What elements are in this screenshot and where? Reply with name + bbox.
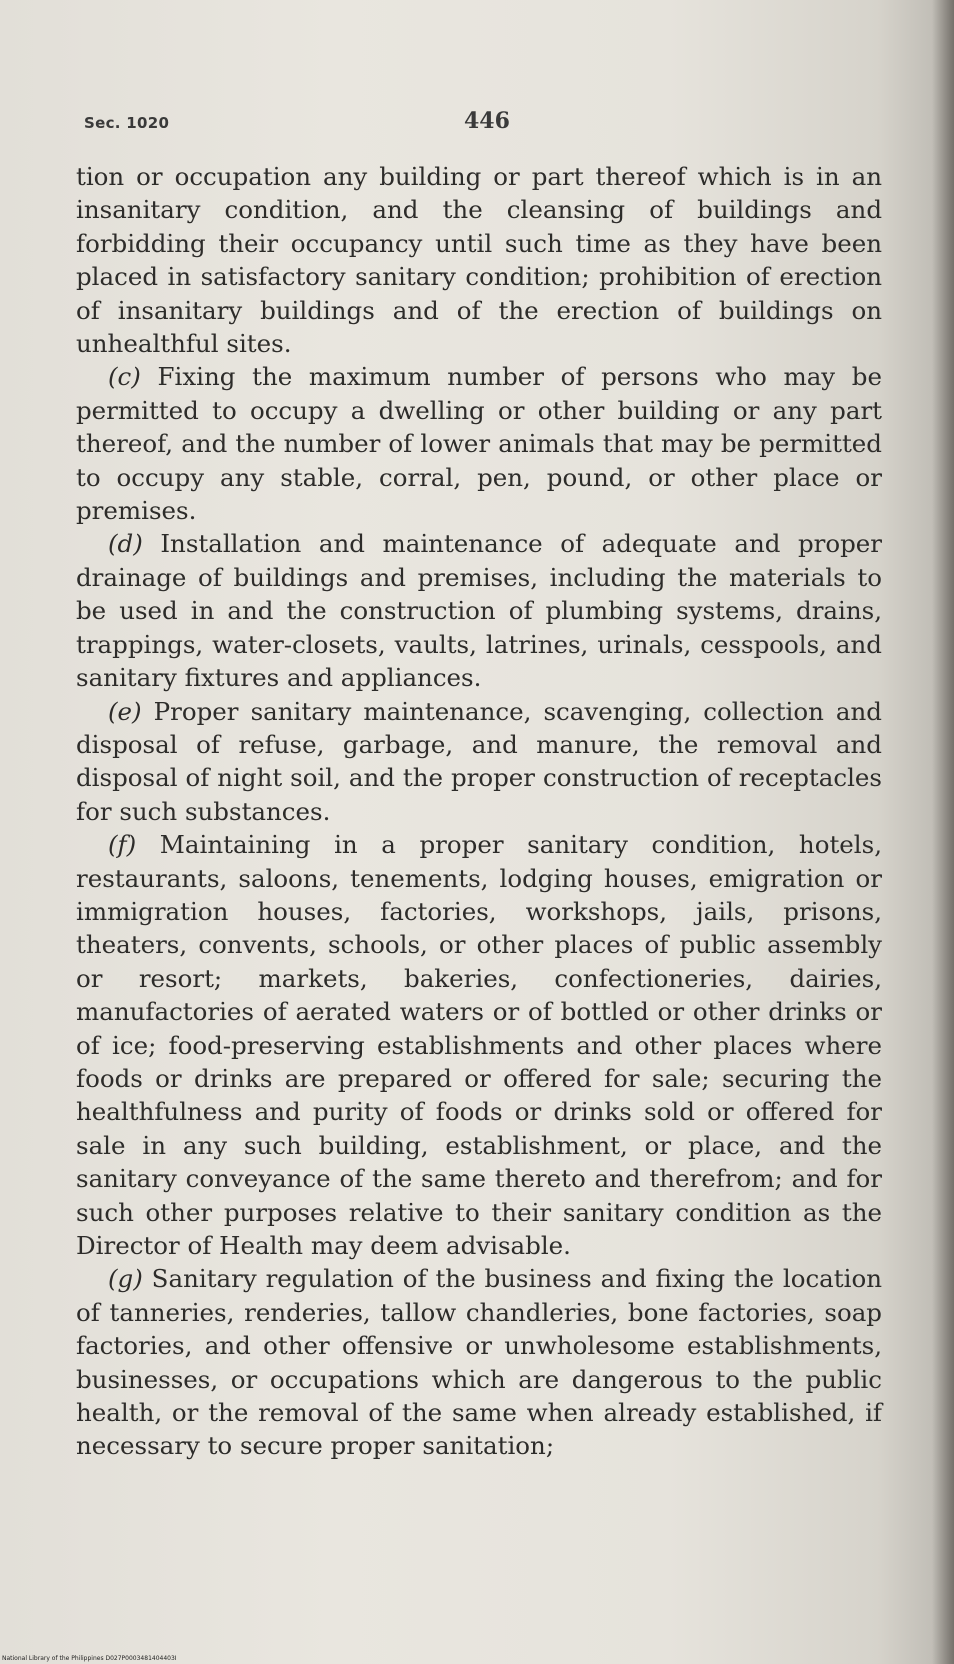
page-header: [84, 108, 884, 138]
paragraph-continuation: [76, 160, 882, 360]
paragraph-text: Maintaining in a proper sanitary condition, hotels, restaurants, saloons, tenements, lodging houses, emigration or immigration houses, factories, workshops, jails, prisons, theaters, convents, schools, or other places of public assembly or resort; markets, bakeries, confectioneries, dairies, manufactories of aerated waters or of bottled or other drinks or of ice; food-preserving establishments and other places where foods or drinks are prepared or offered for sale; securing the healthfulness and purity of foods or drinks sold or offered for sale in any such building, establishment, or place, and the sanitary conveyance of the same thereto and therefrom; and for such other purposes relative to their sanitary condition as the Director of Health may deem advisable.: [76, 830, 882, 1260]
scan-credit: National Library of the Philippines D027P0003481404403I: [2, 1655, 177, 1662]
page-number: 446: [464, 108, 510, 134]
paragraph-lead: (g): [108, 1264, 143, 1294]
paragraph-d: [76, 527, 882, 694]
paragraph-lead: (f): [108, 830, 137, 860]
paragraph-c: [76, 360, 882, 527]
paragraph-text: Fixing the maximum number of persons who may be permitted to occupy a dwelling or other building or any part thereof, and the number of lower animals that may be permitted to occupy any stable, corral, pen, pound, or other place or premises.: [76, 362, 882, 526]
body-text: [76, 160, 882, 1463]
paragraph-g: [76, 1262, 882, 1462]
page-edge-shadow: [932, 0, 954, 1664]
paragraph-lead: (e): [108, 696, 142, 726]
paragraph-text: Sanitary regulation of the business and fixing the location of tanneries, renderies, tallow chandleries, bone factories, soap factories, and other offensive or unwholesome establishments, businesses, or occupations which are dangerous to the public health, or the removal of the same when already established, if necessary to secure proper sanitation;: [76, 1264, 882, 1461]
paragraph-lead: (c): [108, 362, 141, 392]
paragraph-text: Installation and maintenance of adequate and proper drainage of buildings and premises, including the materials to be used in and the construction of plumbing systems, drains, trappings, water-closets, vaults, latrines, urinals, cesspools, and sanitary fixtures and appliances.: [76, 529, 882, 693]
paragraph-lead: (d): [108, 529, 143, 559]
paragraph-text: Proper sanitary maintenance, scavenging, collection and disposal of refuse, garbage, and manure, the removal and disposal of night soil, and the proper construction of receptacles for such substances.: [76, 696, 882, 826]
paragraph-f: [76, 828, 882, 1262]
paragraph-e: [76, 695, 882, 829]
paragraph-text: tion or occupation any building or part thereof which is in an insanitary condition, and the cleansing of buildings and forbidding their occupancy until such time as they have been placed in satisfactory sanitary condition; prohibition of erection of insanitary buildings and of the erection of buildings on unhealthful sites.: [76, 162, 882, 359]
section-label: Sec. 1020: [84, 114, 170, 132]
